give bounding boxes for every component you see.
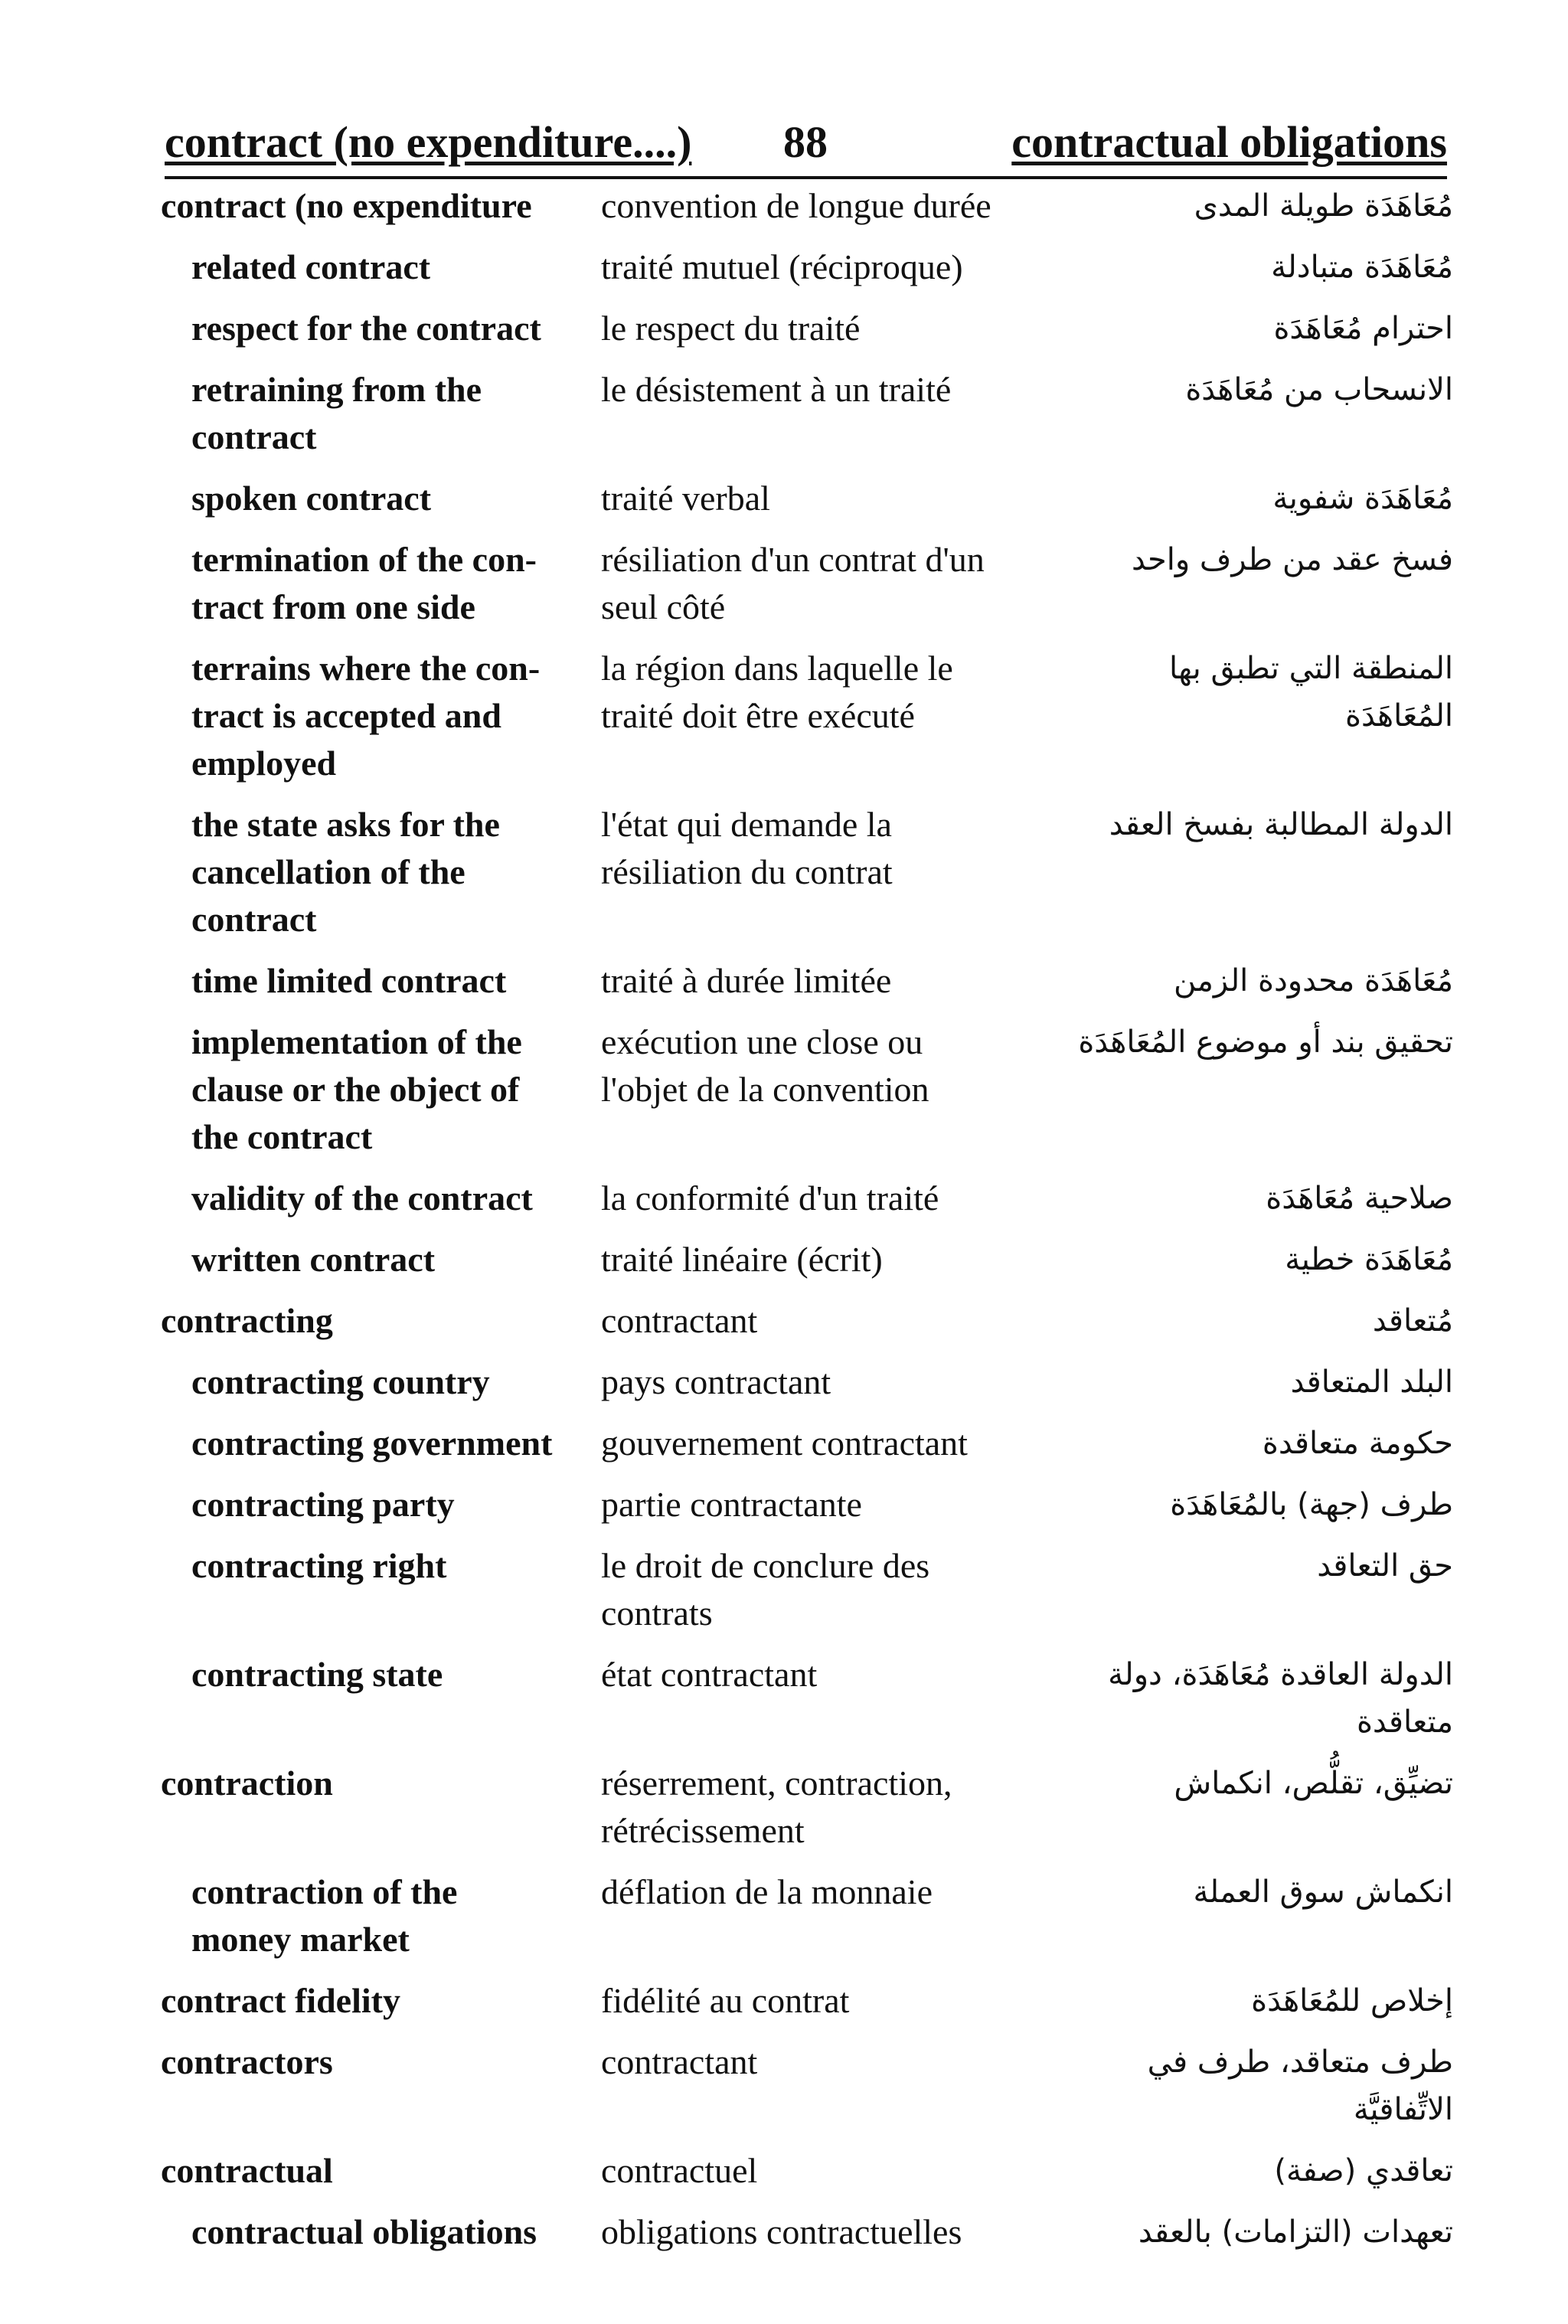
entry-row [0,475,1568,522]
entry-row [0,1358,1568,1406]
entry-row [0,1236,1568,1283]
english-term: time limited contract [191,961,507,1000]
english-term: contractors [161,2042,333,2081]
arabic-translation: تعهدات (التزامات) بالعقد [1138,2215,1453,2250]
english-term: contraction [161,1763,333,1803]
running-header [165,115,1447,179]
entry-row [0,366,1568,461]
english-term: contracting country [191,1362,490,1401]
entry-list [0,182,1568,2256]
english-term: contracting right [191,1546,447,1585]
french-translation: le respect du traité [601,309,861,348]
arabic-translation: انكماش سوق العملة [1193,1875,1453,1910]
french-translation: pays contractant [601,1362,831,1401]
english-term: implementation of the clause or the object of the contract [191,1022,522,1156]
arabic-translation: صلاحية مُعَاهَدَة [1266,1181,1453,1216]
entry-row [0,2038,1568,2133]
english-term: contractual [161,2151,333,2190]
french-translation: la conformité d'un traité [601,1178,939,1218]
arabic-translation: طرف متعاقد، طرف في الاتِّفاقيَّة [1147,2045,1453,2127]
arabic-translation: طرف (جهة) بالمُعَاهَدَة [1170,1487,1453,1522]
english-term: contracting state [191,1655,443,1694]
entry-row [0,1018,1568,1161]
entry-row [0,2208,1568,2256]
french-translation: traité mutuel (réciproque) [601,247,963,286]
entry-row [0,536,1568,631]
french-translation: traité verbal [601,479,770,518]
entry-row [0,801,1568,943]
arabic-translation: البلد المتعاقد [1290,1365,1453,1400]
arabic-translation: مُعَاهَدَة محدودة الزمن [1174,963,1453,999]
arabic-translation: تعاقدي (صفة) [1274,2153,1453,2188]
english-term: contract (no expenditure [161,186,532,225]
entry-row [0,2147,1568,2195]
french-translation: obligations contractuelles [601,2212,962,2251]
french-translation: convention de longue durée [601,186,991,225]
arabic-translation: مُعَاهَدَة شفوية [1272,481,1453,516]
french-translation: contractuel [601,2151,758,2190]
french-translation: traité linéaire (écrit) [601,1240,883,1279]
english-term: termination of the con- tract from one side [191,540,537,626]
entry-row [0,1175,1568,1222]
french-translation: déflation de la monnaie [601,1872,933,1911]
arabic-translation: إخلاص للمُعَاهَدَة [1251,1983,1453,2018]
arabic-translation: حكومة متعاقدة [1262,1426,1453,1461]
arabic-translation: الدولة العاقدة مُعَاهَدَة، دولة متعاقدة [1108,1657,1453,1740]
english-term: contraction of the money market [191,1872,458,1959]
arabic-translation: المنطقة التي تطبق بها المُعَاهَدَة [1169,651,1453,734]
french-translation: gouvernement contractant [601,1423,968,1463]
entry-row [0,645,1568,787]
entry-row [0,1420,1568,1467]
french-translation: contractant [601,1301,758,1340]
english-term: terrains where the con- tract is accepted and employed [191,649,541,783]
entry-row [0,305,1568,352]
french-translation: fidélité au contrat [601,1981,850,2020]
french-translation: le droit de conclure des contrats [601,1546,930,1633]
arabic-translation: احترام مُعَاهَدَة [1273,311,1453,346]
english-term: respect for the contract [191,309,541,348]
arabic-translation: تحقيق بند أو موضوع المُعَاهَدَة [1078,1025,1453,1060]
english-term: validity of the contract [191,1178,533,1218]
french-translation: l'état qui demande la résiliation du contrat [601,805,893,891]
arabic-translation: الدولة المطالبة بفسخ العقد [1109,807,1453,842]
english-term: contractual obligations [191,2212,537,2251]
french-translation: la région dans laquelle le traité doit être exécuté [601,649,953,735]
arabic-translation: الانسحاب من مُعَاهَدَة [1185,372,1453,407]
arabic-translation: مُعَاهَدَة طويلة المدى [1194,188,1453,224]
arabic-translation: فسخ عقد من طرف واحد [1132,542,1453,577]
english-term: contracting government [191,1423,553,1463]
page-number: 88 [783,117,828,167]
entry-row [0,1651,1568,1746]
arabic-translation: مُعَاهَدَة خطية [1285,1242,1453,1277]
english-term: contracting [161,1301,333,1340]
arabic-translation: مُتعاقد [1372,1303,1453,1339]
entry-row [0,182,1568,230]
english-term: retraining from the contract [191,370,482,456]
english-term: contract fidelity [161,1981,400,2020]
entry-row [0,1977,1568,2025]
entry-row [0,1868,1568,1963]
french-translation: exécution une close ou l'objet de la convention [601,1022,929,1109]
arabic-translation: تضيِّق، تقلُّص، انكماش [1174,1766,1453,1801]
entry-row [0,244,1568,291]
english-term: the state asks for the cancellation of the contract [191,805,500,939]
english-term: spoken contract [191,479,432,518]
french-translation: traité à durée limitée [601,961,892,1000]
entry-row [0,1542,1568,1637]
entry-row [0,1297,1568,1345]
header-last-term: contractual obligations [1011,117,1447,167]
english-term: written contract [191,1240,436,1279]
english-term: contracting party [191,1485,455,1524]
header-first-term: contract (no expenditure....) [165,117,692,167]
english-term: related contract [191,247,431,286]
french-translation: état contractant [601,1655,818,1694]
entry-row [0,1481,1568,1528]
french-translation: partie contractante [601,1485,862,1524]
french-translation: le désistement à un traité [601,370,952,409]
entry-row [0,1760,1568,1855]
arabic-translation: مُعَاهَدَة متبادلة [1271,250,1453,285]
entry-row [0,957,1568,1005]
french-translation: contractant [601,2042,758,2081]
french-translation: réserrement, contraction, rétrécissement [601,1763,952,1850]
french-translation: résiliation d'un contrat d'un seul côté [601,540,985,626]
arabic-translation: حق التعاقد [1317,1548,1453,1584]
